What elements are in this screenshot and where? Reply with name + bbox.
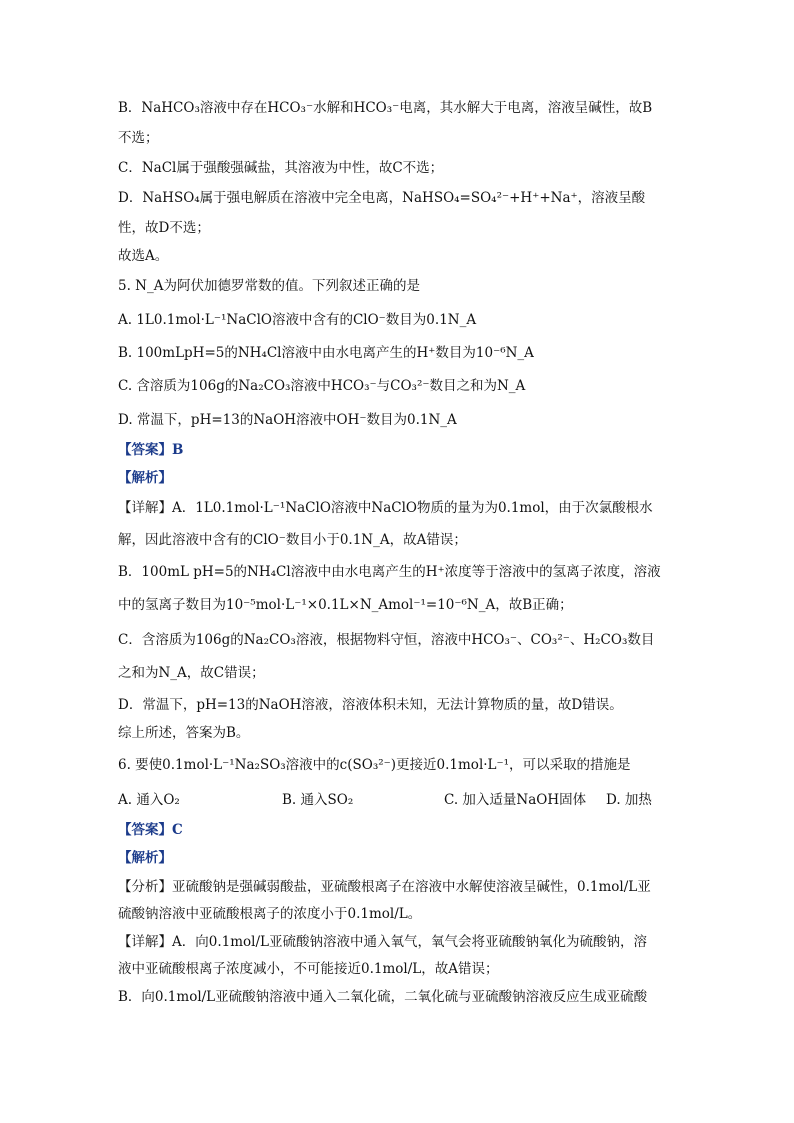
text-line: D．常温下，pH=13的NaOH溶液，溶液体积未知，无法计算物质的量，故D错误。 <box>118 697 623 713</box>
text-line: D．NaHSO₄属于强电解质在溶液中完全电离，NaHSO₄=SO₄²⁻+H⁺+Na⁺，溶液呈酸 <box>118 190 646 206</box>
text-line: 解，因此溶液中含有的ClO⁻数目小于0.1N_A，故A错误； <box>118 532 467 548</box>
analysis-heading: 【解析】 <box>118 470 172 486</box>
question-6-option-b: B. 通入SO₂ <box>282 792 354 808</box>
text-line: 综上所述，答案为B。 <box>118 725 250 741</box>
analysis-heading: 【解析】 <box>118 850 172 866</box>
text-line: 【详解】A．向0.1mol/L亚硫酸钠溶液中通入氧气，氧气会将亚硫酸钠氧化为硫酸钠，溶 <box>118 934 647 950</box>
text-line: 之和为N_A，故C错误； <box>118 665 265 681</box>
text-line: 液中亚硫酸根离子浓度减小，不可能接近0.1mol/L，故A错误； <box>118 961 499 977</box>
text-line: B．向0.1mol/L亚硫酸钠溶液中通入二氧化硫，二氧化硫与亚硫酸钠溶液反应生成亚硫酸 <box>118 989 648 1005</box>
answer-heading: 【答案】B <box>118 442 184 458</box>
text-line: 不选； <box>118 130 159 146</box>
text-line: 【分析】亚硫酸钠是强碱弱酸盐，亚硫酸根离子在溶液中水解使溶液呈碱性，0.1mol/L亚 <box>118 879 651 895</box>
text-line: B．NaHCO₃溶液中存在HCO₃⁻水解和HCO₃⁻电离，其水解大于电离，溶液呈碱性，故B <box>118 100 653 116</box>
text-line: 硫酸钠溶液中亚硫酸根离子的浓度小于0.1mol/L。 <box>118 906 422 922</box>
text-line: 故选A。 <box>118 248 169 264</box>
text-line: C．含溶质为106g的Na₂CO₃溶液，根据物料守恒，溶液中HCO₃⁻、CO₃²⁻、H₂CO₃数目 <box>118 632 655 648</box>
text-line: 中的氢离子数目为10⁻⁵mol·L⁻¹×0.1L×N_Amol⁻¹=10⁻⁶N_A，故B正确； <box>118 597 573 613</box>
question-5-option-d: D. 常温下，pH=13的NaOH溶液中OH⁻数目为0.1N_A <box>118 412 457 428</box>
text-line: 【详解】A．1L0.1mol·L⁻¹NaClO溶液中NaClO物质的量为为0.1mol，由于次氯酸根水 <box>118 500 653 516</box>
answer-heading: 【答案】C <box>118 822 183 838</box>
question-5-stem: 5. N_A为阿伏加德罗常数的值。下列叙述正确的是 <box>118 278 420 294</box>
question-5-option-c: C. 含溶质为106g的Na₂CO₃溶液中HCO₃⁻与CO₃²⁻数目之和为N_A <box>118 378 526 394</box>
question-5-option-b: B. 100mLpH=5的NH₄Cl溶液中由水电离产生的H⁺数目为10⁻⁶N_A <box>118 345 534 361</box>
question-6-option-c: C. 加入适量NaOH固体 <box>444 792 587 808</box>
question-6-stem: 6. 要使0.1mol·L⁻¹Na₂SO₃溶液中的c(SO₃²⁻)更接近0.1mol·L⁻¹，可以采取的措施是 <box>118 757 631 773</box>
text-line: 性，故D不选； <box>118 220 210 236</box>
text-line: B．100mL pH=5的NH₄Cl溶液中由水电离产生的H⁺浓度等于溶液中的氢离子浓度，溶液 <box>118 564 661 580</box>
question-6-option-d: D. 加热 <box>606 792 652 808</box>
question-6-option-a: A. 通入O₂ <box>118 792 180 808</box>
question-5-option-a: A. 1L0.1mol·L⁻¹NaClO溶液中含有的ClO⁻数目为0.1N_A <box>118 312 477 328</box>
text-line: C．NaCl属于强酸强碱盐，其溶液为中性，故C不选； <box>118 160 444 176</box>
